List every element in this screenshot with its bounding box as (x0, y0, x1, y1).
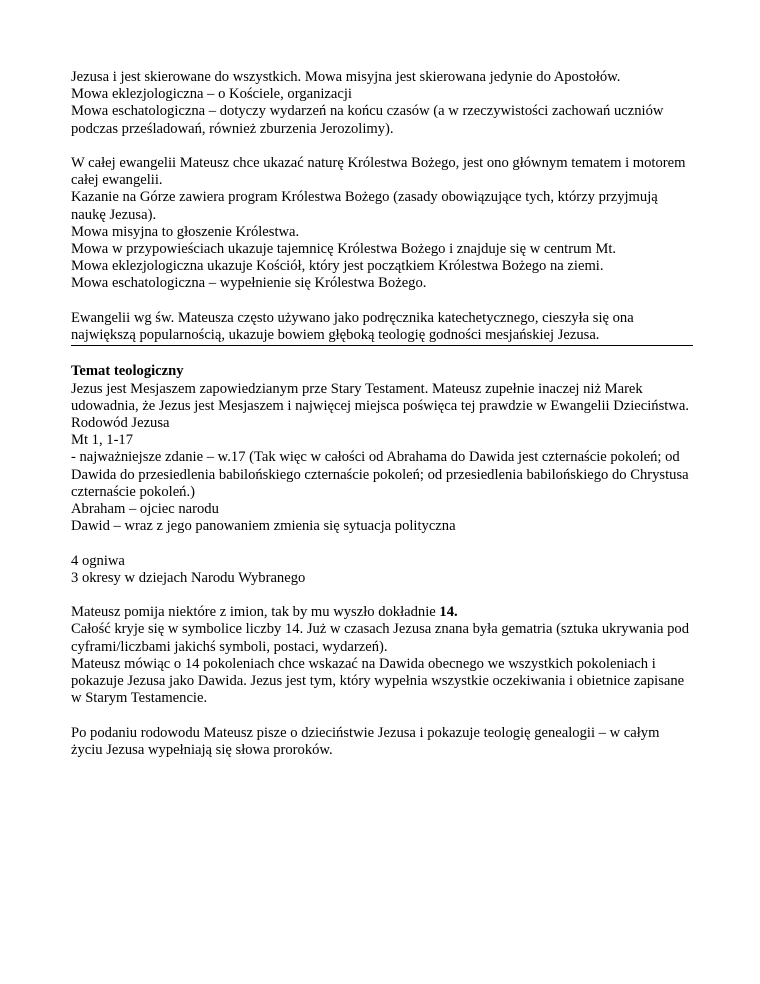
paragraph-line: W całej ewangelii Mateusz chce ukazać naturę Królestwa Bożego, jest ono głównym tematem i motorem całej ewangelii. (71, 155, 686, 189)
paragraph-line: 3 okresy w dziejach Narodu Wybranego (71, 569, 306, 586)
paragraph-line: - najważniejsze zdanie – w.17 (Tak więc w całości od Abrahama do Dawida jest czternaście pokoleń; od Dawida do przesiedlenia babilońskiego czternaście pokoleń; od przesiedlenia babilońskiego do Chrystusa czternaście pokoleń.) (71, 449, 689, 500)
paragraph-line: Jezus jest Mesjaszem zapowiedzianym prze Stary Testament. Mateusz zupełnie inaczej niż Marek udowadnia, że Jezus jest Mesjaszem i najwięcej miejsca poświęca tej prawdzie w Ewangelii Dzieciństwa. (71, 380, 689, 414)
paragraph-gap (71, 535, 693, 552)
paragraph-line: Rodowód Jezusa (71, 415, 170, 432)
paragraph-line: Całość kryje się w symbolice liczby 14. Już w czasach Jezusa znana była gematria (sztuka ukrywania pod cyframi/liczbami jakichś symboli, postaci, wydarzeń). (71, 621, 689, 655)
paragraph-line: Mowa eklezjologiczna – o Kościele, organizacji (71, 86, 352, 103)
paragraph-gap (71, 587, 693, 604)
section-heading: Temat teologiczny (71, 363, 184, 380)
paragraph-gap (71, 346, 693, 363)
paragraph-gap (71, 707, 693, 724)
paragraph-line: Dawid – wraz z jego panowaniem zmienia się sytuacja polityczna (71, 518, 456, 535)
paragraph-line: Mowa w przypowieściach ukazuje tajemnicę Królestwa Bożego i znajduje się w centrum Mt. (71, 241, 617, 258)
document-page (71, 69, 693, 759)
paragraph-line (71, 604, 693, 621)
paragraph-line: Abraham – ojciec narodu (71, 501, 219, 518)
bold-number: 14. (439, 604, 458, 621)
paragraph-line: Mowa misyjna to głoszenie Królestwa. (71, 223, 300, 240)
paragraph-line: Jezusa i jest skierowane do wszystkich. Mowa misyjna jest skierowana jedynie do Apostołów. (71, 69, 621, 85)
paragraph-line: Mt 1, 1-17 (71, 432, 134, 449)
paragraph-gap (71, 138, 693, 155)
paragraph-line: Mowa eschatologiczna – dotyczy wydarzeń na końcu czasów (a w rzeczywistości zachowań uczniów podczas prześladowań, również zburzenia Jerozolimy). (71, 103, 664, 137)
paragraph-line: Kazanie na Górze zawiera program Królestwa Bożego (zasady obowiązujące tych, którzy przyjmują naukę Jezusa). (71, 189, 658, 223)
paragraph-line: Mowa eklezjologiczna ukazuje Kościół, który jest początkiem Królestwa Bożego na ziemi. (71, 258, 604, 275)
paragraph-line: Ewangelii wg św. Mateusza często używano jako podręcznika katechetycznego, cieszyła się ona największą popularnością, ukazuje bowiem głęboką teologię godności mesjańskiej Jezusa. (71, 309, 634, 344)
text-run: Mateusz pomija niektóre z imion, tak by mu wyszło dokładnie (71, 604, 440, 621)
paragraph-line: 4 ogniwa (71, 552, 125, 569)
paragraph-gap (71, 293, 693, 310)
section-divider-block (71, 310, 693, 346)
paragraph-line: Mateusz mówiąc o 14 pokoleniach chce wskazać na Dawida obecnego we wszystkich pokoleniach i pokazuje Jezusa jako Dawida. Jezus jest tym, który wypełnia wszystkie oczekiwania i obietnice zapisane w Starym Testamencie. (71, 655, 685, 707)
paragraph-line: Po podaniu rodowodu Mateusz pisze o dzieciństwie Jezusa i pokazuje teologię genealogii – w całym życiu Jezusa wypełniają się słowa proroków. (71, 724, 660, 758)
paragraph-line: Mowa eschatologiczna – wypełnienie się Królestwa Bożego. (71, 275, 427, 292)
